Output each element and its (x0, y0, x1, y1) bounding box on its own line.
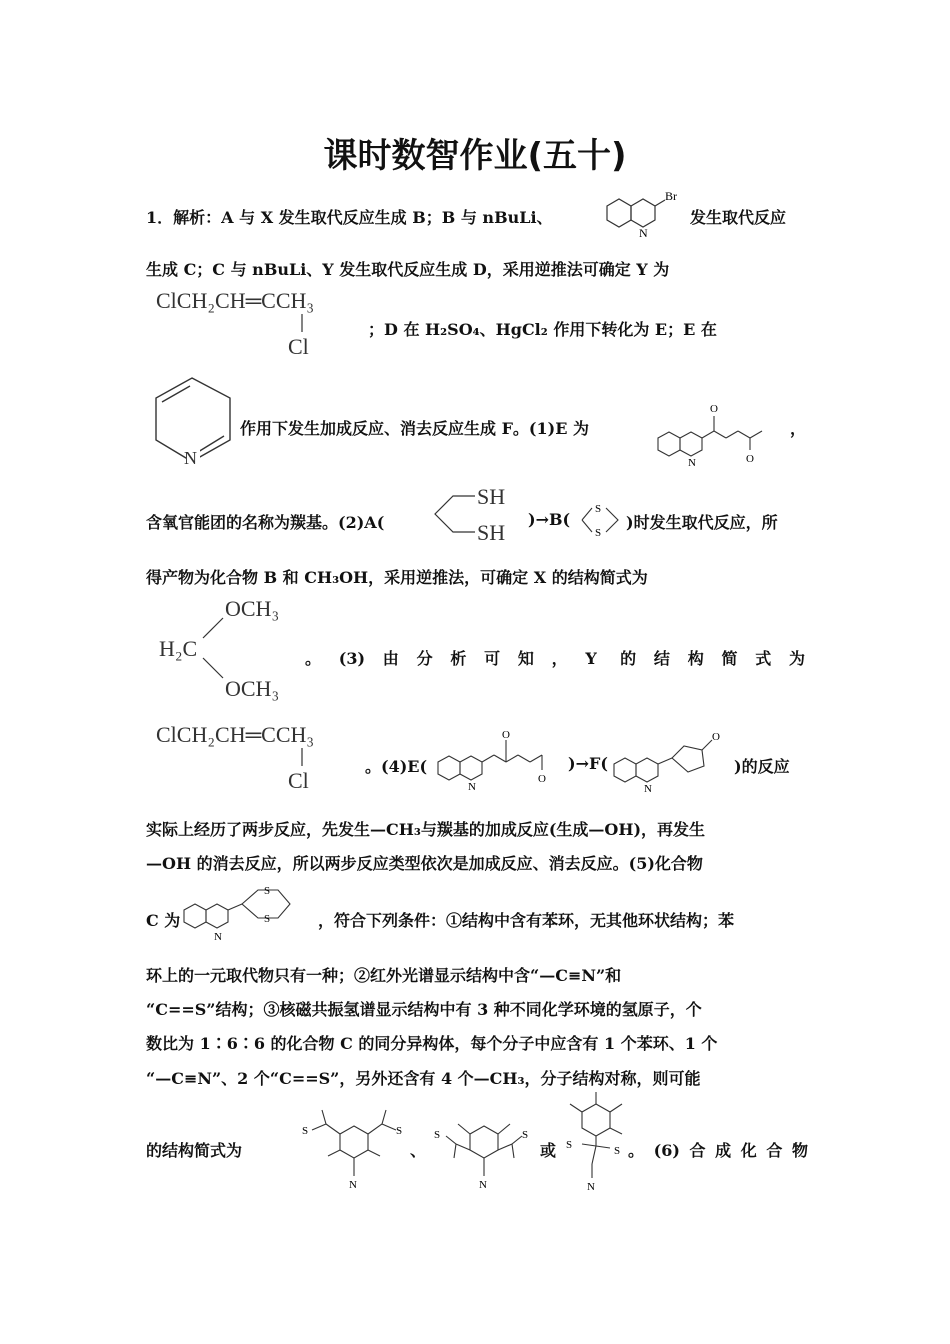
text-segment: 。(3)由分析可知，Y 的结构简式为 (305, 649, 805, 668)
text-segment: ，符合下列条件：①结构中含有苯环，无其他环状结构；苯 (318, 911, 735, 930)
text-line (790, 416, 810, 439)
nitrogen-label: N (184, 448, 197, 468)
clch2-label: ClCH₂CH═CCH₃ (156, 722, 315, 747)
text-segment: 。(6)合成化合物 (628, 1141, 808, 1160)
clch2-label: ClCH₂CH═CCH₃ (156, 288, 315, 313)
text-line (628, 1138, 808, 1161)
text-segment: 发生取代反应 (690, 208, 787, 227)
bromoquinoline-structure (595, 188, 685, 238)
text-segment: 实际上经历了两步反应，先发生—CH₃与羰基的加成反应(生成—OH)，再发生 (146, 820, 706, 839)
text-line (240, 416, 660, 439)
x-structure (155, 592, 305, 708)
text-line (146, 997, 806, 1020)
methoxy-label: OCH₃ (225, 676, 280, 701)
sulfur-label: S (595, 527, 602, 539)
thiol-label: SH (477, 484, 506, 509)
nitrogen-label: N (479, 1179, 487, 1191)
nitrogen-label: N (214, 931, 222, 943)
text-segment: 1．解析：A 与 X 发生取代反应生成 B；B 与 nBuLi、 (146, 208, 553, 227)
sulfur-label: S (566, 1139, 573, 1151)
isomer-structure-1 (296, 1096, 412, 1192)
text-segment: 作用下发生加成反应、消去反应生成 F。(1)E 为 (240, 419, 589, 438)
text-line (690, 205, 810, 228)
nitrogen-label: N (468, 781, 476, 793)
text-segment: 得产物为化合物 B 和 CH₃OH，采用逆推法，可确定 X 的结构简式为 (146, 568, 648, 587)
sulfur-label: S (434, 1129, 441, 1141)
text-line (146, 1066, 806, 1089)
text-line (734, 754, 808, 777)
thiol-label: SH (477, 520, 506, 545)
chlorine-label: Cl (288, 768, 309, 793)
text-segment: 、 (410, 1141, 427, 1160)
text-segment: ， (790, 419, 807, 438)
nitrogen-label: N (587, 1181, 595, 1193)
a-dithiol-structure (425, 480, 525, 550)
text-line (318, 908, 808, 931)
page-title: 课时数智作业(五十) (323, 136, 627, 176)
text-line (146, 963, 806, 986)
text-line (146, 1138, 296, 1161)
dithiane-structure (572, 498, 628, 544)
f-structure (608, 726, 736, 798)
oxygen-label: O (710, 403, 718, 415)
chlorine-label: Cl (288, 334, 309, 359)
pyridine-structure (150, 372, 236, 468)
text-segment: 或 (540, 1141, 557, 1160)
sulfur-label: S (264, 885, 271, 897)
sulfur-label: S (595, 503, 602, 515)
text-line (365, 754, 435, 777)
text-line (146, 565, 806, 588)
text-segment: )→F( (568, 754, 608, 773)
nitrogen-label: N (644, 783, 652, 795)
nitrogen-label: N (639, 226, 648, 238)
compound-c-structure (180, 880, 312, 944)
sulfur-label: S (522, 1129, 529, 1141)
text-segment: 含氧官能团的名称为羰基。(2)A( (146, 513, 385, 532)
sulfur-label: S (302, 1125, 309, 1137)
text-line (626, 510, 808, 533)
nitrogen-label: N (688, 457, 696, 468)
text-line (146, 851, 806, 874)
text-segment: 。(4)E( (365, 757, 428, 776)
text-segment: —OH 的消去反应，所以两步反应类型依次是加成反应、消去反应。(5)化合物 (146, 854, 703, 873)
text-segment: C 为 (146, 911, 181, 930)
text-segment: ；D 在 H₂SO₄、HgCl₂ 作用下转化为 E；E 在 (368, 320, 717, 339)
text-segment: 数比为 1∶6∶6 的化合物 C 的同分异构体，每个分子中应含有 1 个苯环、1 个 (146, 1034, 718, 1053)
text-segment: )时发生取代反应，所 (626, 513, 778, 532)
text-segment: 的结构简式为 (146, 1141, 243, 1160)
y-structure-1 (152, 284, 362, 362)
text-line (146, 257, 806, 280)
text-segment: )→B( (528, 510, 571, 529)
sulfur-label: S (396, 1125, 403, 1137)
text-segment: “C==S”结构；③核磁共振氢谱显示结构中有 3 种不同化学环境的氢原子，个 (146, 1000, 702, 1019)
e-structure (652, 398, 792, 468)
text-line (146, 510, 406, 533)
text-segment: “—C≡N”、2 个“C==S”，另外还含有 4 个—CH₃，分子结构对称，则可能 (146, 1069, 701, 1088)
text-line (305, 646, 805, 669)
oxygen-label: O (538, 773, 546, 785)
sulfur-label: S (614, 1145, 621, 1157)
y-structure-2 (152, 718, 362, 796)
sulfur-label: S (264, 913, 271, 925)
text-segment: 环上的一元取代物只有一种；②红外光谱显示结构中含“—C≡N”和 (146, 966, 622, 985)
bromine-label: Br (665, 189, 677, 203)
text-line (146, 1031, 806, 1054)
text-segment: )的反应 (734, 757, 790, 776)
text-segment: 生成 C；C 与 nBuLi、Y 发生取代反应生成 D，采用逆推法可确定 Y 为 (146, 260, 670, 279)
e-structure-large (432, 724, 572, 796)
text-line (146, 817, 806, 840)
oxygen-label: O (502, 729, 510, 741)
text-line (368, 317, 808, 340)
isomer-structure-2 (426, 1096, 542, 1192)
nitrogen-label: N (349, 1179, 357, 1191)
methoxy-label: OCH₃ (225, 596, 280, 621)
methylene-label: H₂C (159, 636, 198, 661)
oxygen-label: O (712, 731, 720, 743)
oxygen-label: O (746, 453, 754, 465)
